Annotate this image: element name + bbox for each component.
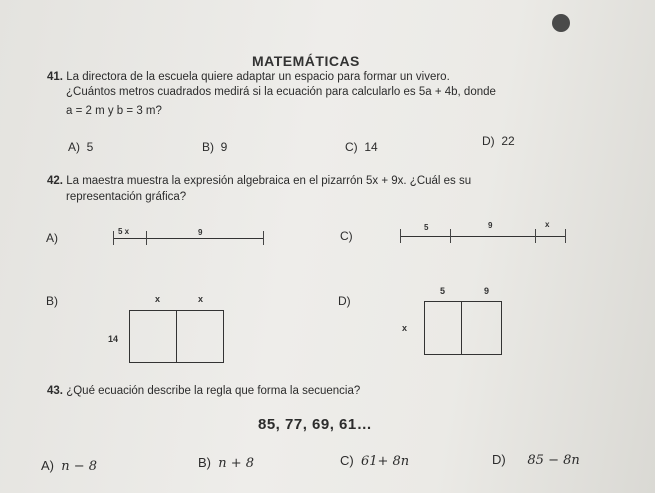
question-42-number: 42.	[47, 175, 63, 187]
page-title: MATEMÁTICAS	[252, 53, 360, 69]
q42-option-b-letter[interactable]: B)	[46, 294, 58, 308]
q43-option-b[interactable]: B) n + 8	[198, 455, 255, 471]
question-41-line3: a = 2 m y b = 3 m?	[66, 105, 162, 117]
sequence-text: 85, 77, 69, 61…	[258, 416, 373, 433]
question-41-line1: La directora de la escuela quiere adaptar un espacio para formar un vivero.	[66, 71, 450, 83]
q43-option-a[interactable]: A) n − 8	[41, 458, 98, 474]
q42-d-top-2: 9	[484, 286, 490, 296]
q42-b-top-2: x	[198, 294, 204, 304]
q42-c-label-2: 9	[488, 221, 493, 230]
q42-a-label-2: 9	[198, 228, 203, 237]
question-43-number: 43.	[47, 385, 63, 397]
q43-option-c[interactable]: C) 61+ 8n	[340, 453, 410, 469]
question-41-line2: ¿Cuántos metros cuadrados medirá si la ecuación para calcularlo es 5a + 4b, donde	[66, 86, 496, 98]
q42-a-label-1: 5 x	[118, 227, 130, 236]
question-41-number: 41.	[47, 71, 63, 83]
q41-option-c[interactable]: C) 14	[345, 140, 378, 154]
question-42	[47, 174, 471, 189]
question-42-line1: La maestra muestra la expresión algebraica en el pizarrón 5x + 9x. ¿Cuál es su	[66, 175, 472, 187]
q42-d-side: x	[402, 323, 408, 333]
question-43-text: ¿Qué ecuación describe la regla que forma la secuencia?	[66, 385, 361, 397]
q42-option-a-letter[interactable]: A)	[46, 231, 58, 245]
q41-option-b[interactable]: B) 9	[202, 140, 228, 154]
q42-option-c-letter[interactable]: C)	[340, 229, 353, 243]
q42-c-label-3: x	[545, 220, 550, 229]
q41-option-a[interactable]: A) 5	[68, 140, 94, 154]
q42-option-d-letter[interactable]: D)	[338, 294, 351, 308]
q42-b-side: 14	[108, 334, 119, 344]
corner-badge-icon	[552, 14, 570, 32]
q42-b-top-1: x	[155, 294, 161, 304]
q42-c-label-1: 5	[424, 223, 429, 232]
q42-d-top-1: 5	[440, 286, 446, 296]
question-41	[47, 70, 450, 85]
question-43	[47, 384, 360, 399]
q43-option-d[interactable]: D) 85 − 8n	[492, 452, 580, 468]
q41-option-d[interactable]: D) 22	[482, 134, 515, 148]
question-42-line2: representación gráfica?	[66, 191, 187, 203]
